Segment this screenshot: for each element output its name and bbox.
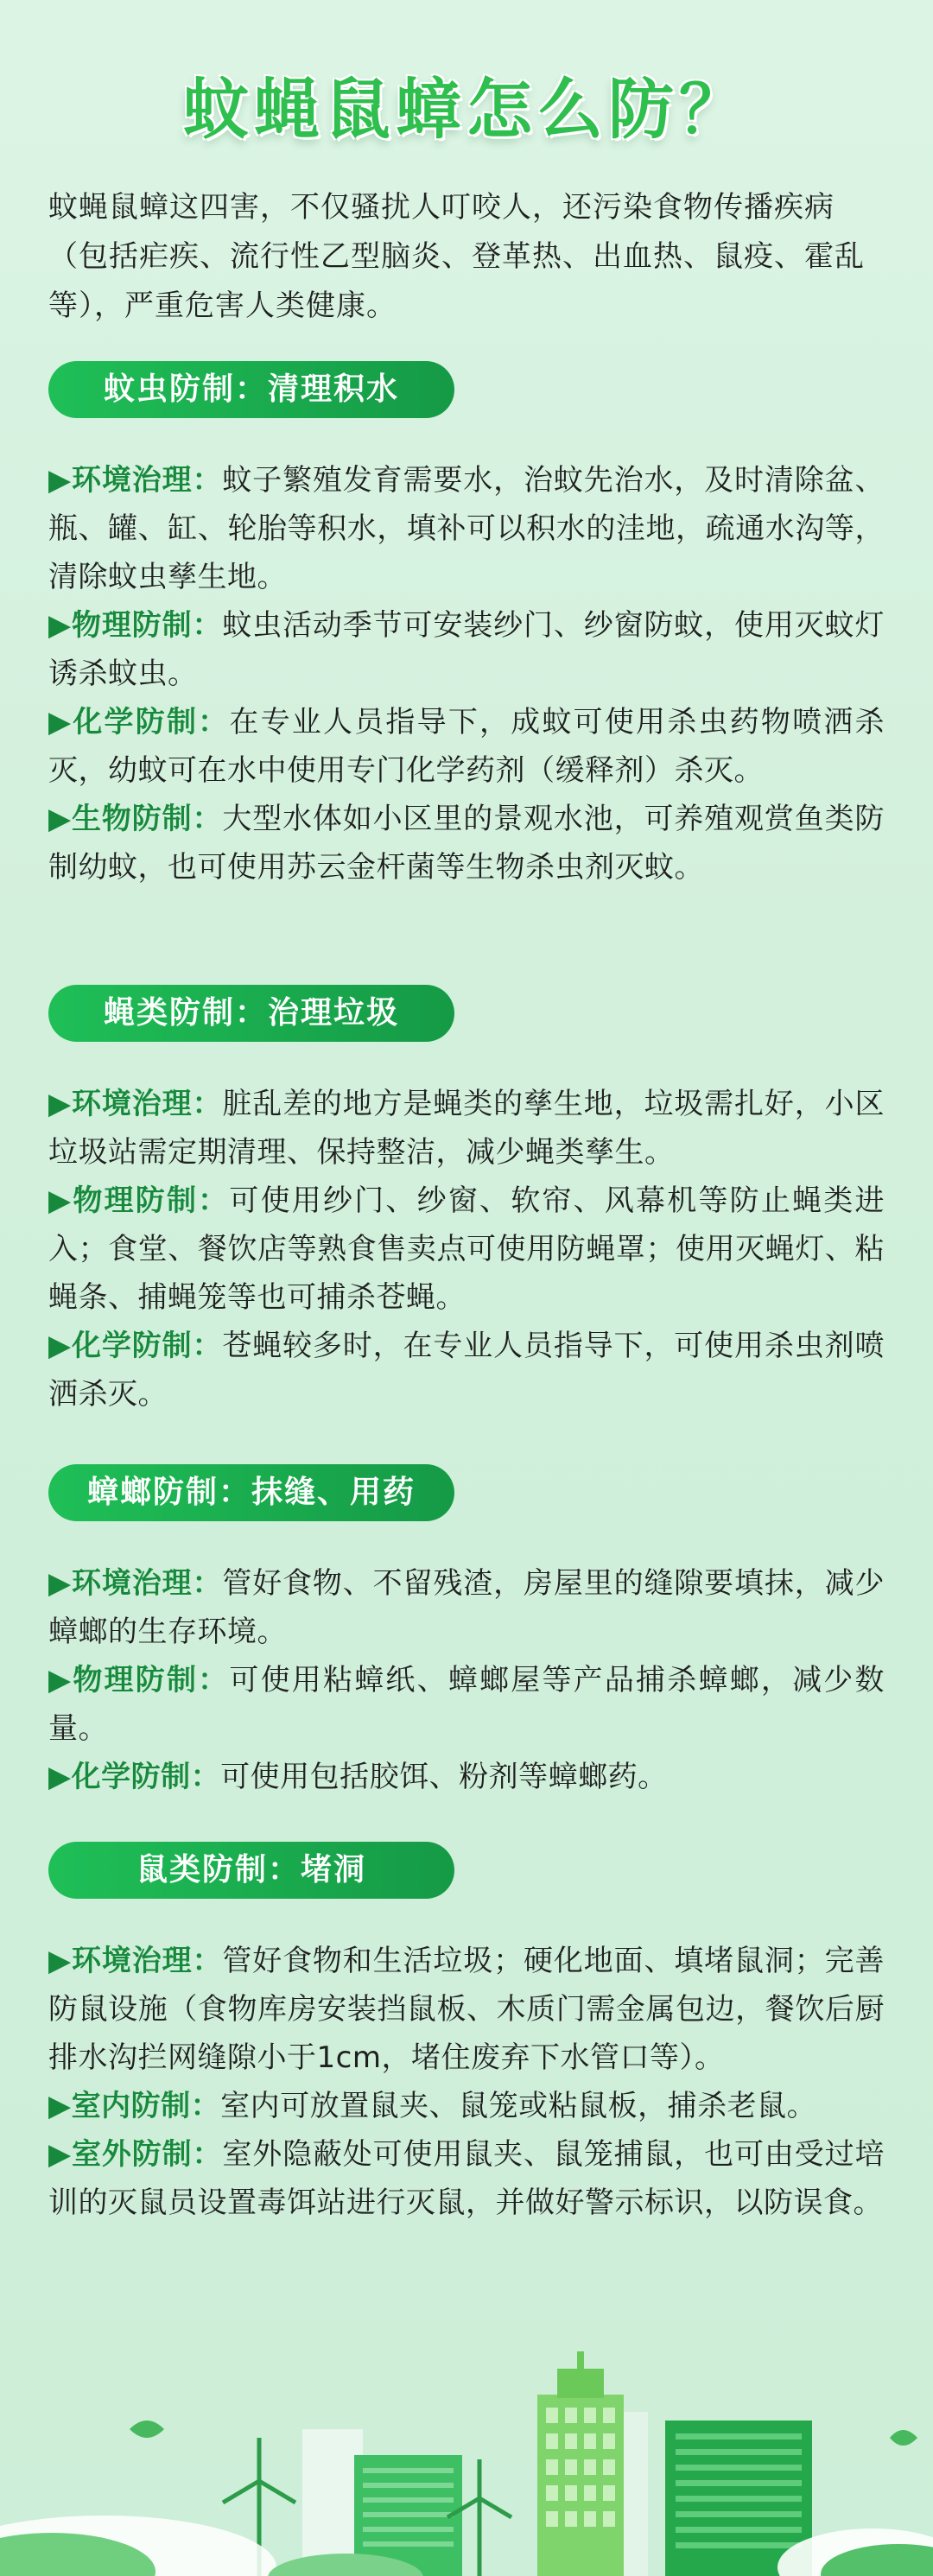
list-item: ▶化学防制：在专业人员指导下，成蚊可使用杀虫药物喷洒杀灭，幼蚊可在水中使用专门化学药剂（缓释剂）杀灭。	[48, 705, 885, 788]
list-item: ▶生物防制：大型水体如小区里的景观水池，可养殖观赏鱼类防制幼蚊，也可使用苏云金杆菌等生物杀虫剂灭蚊。	[48, 802, 885, 885]
list-item: ▶室外防制：室外隐蔽处可使用鼠夹、鼠笼捕鼠，也可由受过培训的灭鼠员设置毒饵站进行灭鼠，并做好警示标识，以防误食。	[48, 2137, 885, 2220]
section-heading-cockroach: 蟑螂防制：抹缝、用药	[48, 1464, 454, 1521]
list-item: ▶环境治理：管好食物和生活垃圾；硬化地面、填堵鼠洞；完善防鼠设施（食物库房安装挡鼠板、木质门需金属包边，餐饮后厨排水沟拦网缝隙小于1cm，堵住废弃下水管口等）。	[48, 1944, 885, 2075]
city-skyline-illustration	[0, 2351, 933, 2576]
section-fly	[48, 985, 885, 1418]
intro-paragraph: 蚊蝇鼠蟑这四害，不仅骚扰人叮咬人，还污染食物传播疾病（包括疟疾、流行性乙型脑炎、登革热、出血热、鼠疫、霍乱等），严重危害人类健康。	[48, 190, 865, 323]
list-item: ▶环境治理：脏乱差的地方是蝇类的孳生地，垃圾需扎好，小区垃圾站需定期清理、保持整洁，减少蝇类孳生。	[48, 1087, 885, 1170]
list-item: ▶环境治理：蚊子繁殖发育需要水，治蚊先治水，及时清除盆、瓶、罐、缸、轮胎等积水，填补可以积水的洼地，疏通水沟等，清除蚊虫孳生地。	[48, 463, 885, 594]
list-item: ▶物理防制：可使用粘蟑纸、蟑螂屋等产品捕杀蟑螂，减少数量。	[48, 1663, 885, 1746]
section-rat	[48, 1842, 885, 2227]
list-item: ▶化学防制：可使用包括胶饵、粉剂等蟑螂药。	[48, 1760, 668, 1794]
section-mosquito	[48, 361, 885, 891]
list-item: ▶环境治理：管好食物、不留残渣，房屋里的缝隙要填抹，减少蟑螂的生存环境。	[48, 1566, 885, 1649]
leaf-icon	[130, 2421, 164, 2438]
leaf-icon	[890, 2430, 917, 2446]
list-item: ▶物理防制：蚊虫活动季节可安装纱门、纱窗防蚊，使用灭蚊灯诱杀蚊虫。	[48, 608, 885, 691]
page-title: 蚊蝇鼠蟑怎么防？	[183, 71, 750, 148]
list-item: ▶化学防制：苍蝇较多时，在专业人员指导下，可使用杀虫剂喷洒杀灭。	[48, 1329, 885, 1412]
list-item: ▶物理防制：可使用纱门、纱窗、软帘、风幕机等防止蝇类进入；食堂、餐饮店等熟食售卖点可使用防蝇罩；使用灭蝇灯、粘蝇条、捕蝇笼等也可捕杀苍蝇。	[48, 1183, 885, 1315]
section-heading-mosquito: 蚊虫防制：清理积水	[48, 361, 454, 418]
section-heading-rat: 鼠类防制：堵洞	[48, 1842, 454, 1899]
section-cockroach	[48, 1464, 885, 1801]
section-heading-fly: 蝇类防制：治理垃圾	[48, 985, 454, 1042]
list-item: ▶室内防制：室内可放置鼠夹、鼠笼或粘鼠板，捕杀老鼠。	[48, 2089, 817, 2123]
